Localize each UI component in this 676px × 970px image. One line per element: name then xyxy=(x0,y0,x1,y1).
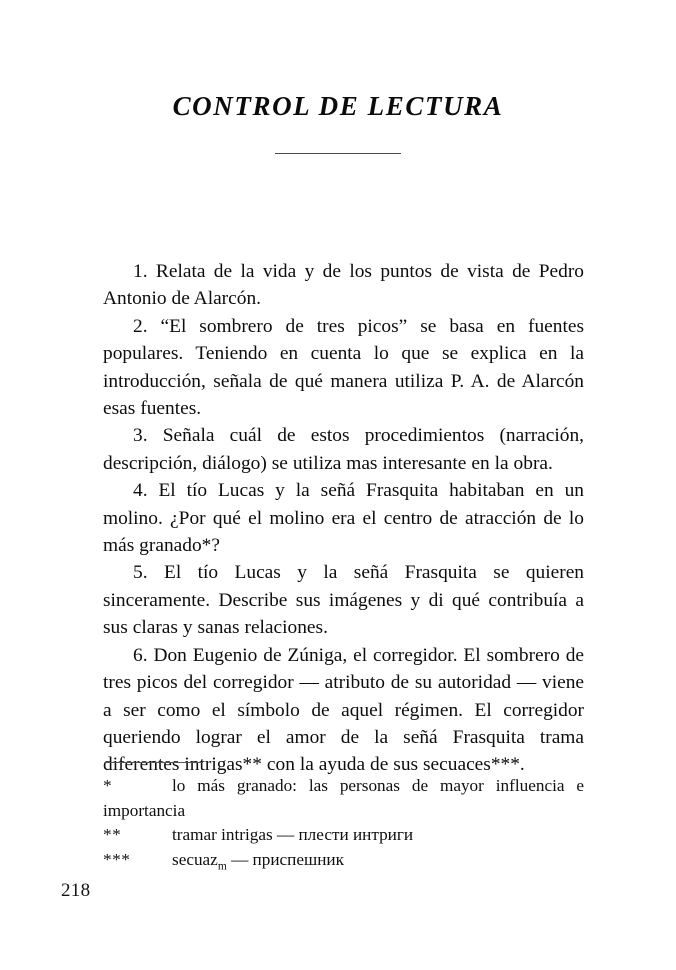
title-divider-rule xyxy=(275,153,401,154)
footnote-divider-rule xyxy=(105,762,203,763)
footnotes-section xyxy=(103,762,584,872)
footnote-term-3: secuaz xyxy=(172,849,218,869)
footnote-text-3 xyxy=(163,849,344,873)
page-title: CONTROL DE LECTURA xyxy=(172,91,504,121)
footnote-marker-double-asterisk: ** xyxy=(103,825,122,845)
page-number: 218 xyxy=(61,880,91,901)
footnote-text-2: tramar intrigas — плести интриги xyxy=(172,825,414,845)
title-rule-wrapper xyxy=(0,153,676,154)
question-item-4: 4. El tío Lucas y la señá Frasquita habitaban en un molino. ¿Por qué el molino era el centro de atracción de lo más granado*? xyxy=(103,480,584,557)
footnote-item-2 xyxy=(103,823,584,848)
footnote-text-1: lo más granado: las personas de mayor influencia e importancia xyxy=(103,776,584,820)
title-block xyxy=(0,92,676,154)
footnote-gender-subscript: m xyxy=(217,860,227,873)
footnote-item-3 xyxy=(103,848,584,873)
question-item-2: 2. “El sombrero de tres picos” se basa en fuentes populares. Teniendo en cuenta lo que se explica en la introducción, señala de qué manera utiliza P. A. de Alarcón esas fuentes. xyxy=(103,315,584,420)
footnote-marker-single-asterisk: * xyxy=(103,776,113,795)
question-item-3: 3. Señala cuál de estos procedimientos (narración, descripción, diálogo) se utiliza mas interesante en la obra. xyxy=(103,425,584,474)
questions-list xyxy=(103,258,584,779)
footnote-item-1 xyxy=(103,774,584,823)
footnote-marker-triple-asterisk: *** xyxy=(103,849,131,869)
question-item-1: 1. Relata de la vida y de los puntos de vista de Pedro Antonio de Alarcón. xyxy=(103,261,584,310)
footnote-gloss-3: — приспешник xyxy=(226,849,344,869)
question-item-5: 5. El tío Lucas y la señá Frasquita se quieren sinceramente. Describe sus imágenes y di qué contribuía a sus claras y sanas relaciones. xyxy=(103,562,584,639)
question-item-6: 6. Don Eugenio de Zúniga, el corregidor. El sombrero de tres picos del corregidor — atributo de su autoridad — viene a ser como el símbolo de aquel régimen. El corregidor queriendo lograr el amor de la señá Frasquita trama diferentes intrigas** con la ayuda de sus secuaces***. xyxy=(103,644,584,776)
